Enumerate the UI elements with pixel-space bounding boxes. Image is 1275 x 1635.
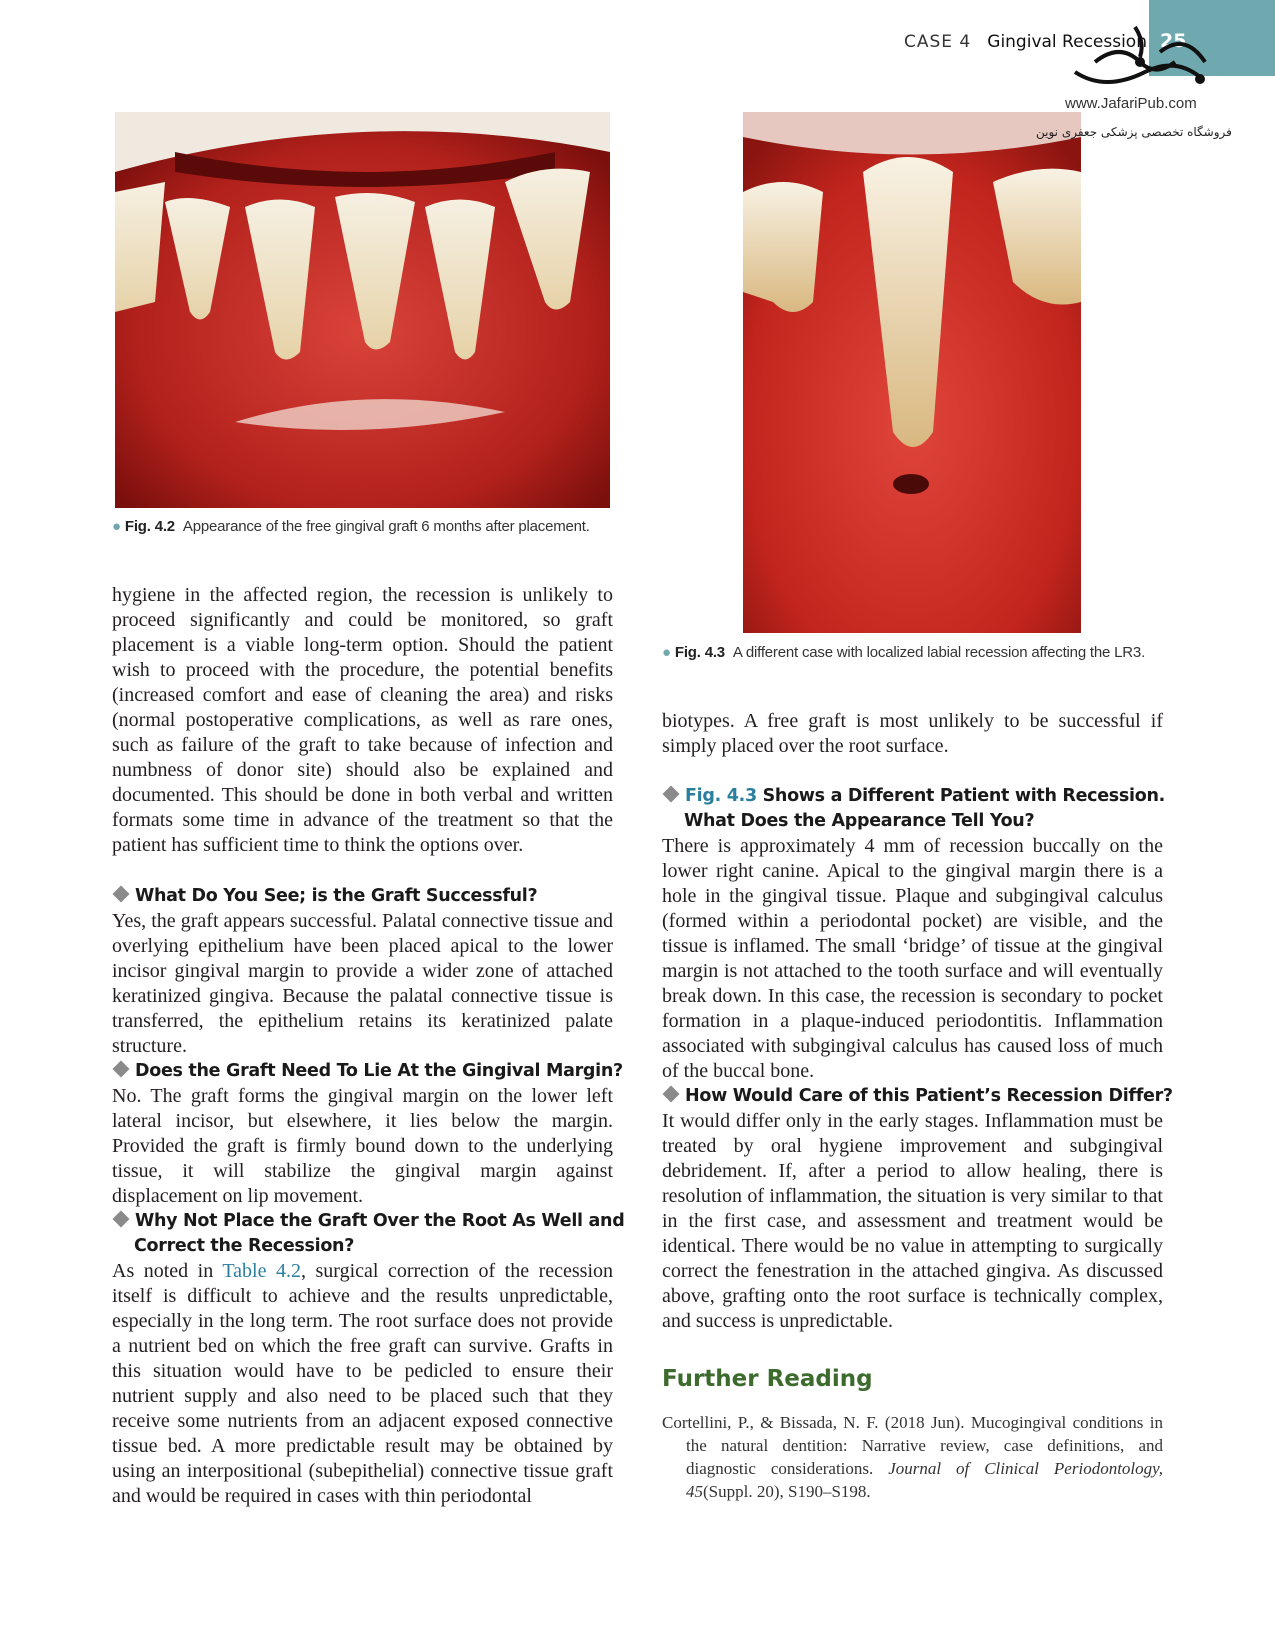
section-heading	[662, 784, 1185, 834]
diamond-bullet-icon	[663, 786, 680, 803]
paragraph: Yes, the graft appears successful. Palatal connective tissue and overlying epithelium have been placed apical to the lower incisor gingival margin to provide a wider zone of attached keratinized gingiva. Because the palatal connective tissue is transferred, the epithelium retains its keratinized palate structure.	[112, 910, 613, 1057]
figure-link[interactable]: Fig. 4.3	[685, 786, 757, 806]
section-heading	[112, 1059, 635, 1084]
heading-text: Does the Graft Need To Lie At the Gingival Margin?	[135, 1061, 623, 1081]
diamond-bullet-icon	[113, 1061, 130, 1078]
text: As noted in	[112, 1260, 223, 1282]
paragraph: There is approximately 4 mm of recession buccally on the lower right canine. Apical to the gingival margin there is a hole in the gingival tissue. Plaque and subgingival calculus (formed within a periodontal pocket) are visible, and the tissue is inflamed. The small ‘bridge’ of tissue at the gingival margin is not attached to the tooth surface and will eventually break down. In this case, the recession is secondary to pocket formation in a plaque-induced periodontitis. Inflammation associated with subgingival calculus has caused loss of much of the buccal bone.	[662, 835, 1163, 1082]
heading-text: Shows a Different Patient with Recession. What Does the Appearance Tell You?	[684, 786, 1165, 831]
reference-text: Cortellini, P., & Bissada, N. F. (2018 Jun). Mucogingival conditions in the natural dentition: Narrative review, case definitions, and diagnostic considerations.	[662, 1413, 1163, 1478]
figure-4-2-caption	[112, 518, 590, 535]
diamond-bullet-icon	[113, 886, 130, 903]
section-heading	[112, 884, 635, 909]
reference-pages: (Suppl. 20), S190–S198.	[703, 1482, 871, 1501]
journal-name: Journal of Clinical Periodontology, 45	[686, 1459, 1163, 1501]
table-link[interactable]: Table 4.2	[222, 1260, 301, 1282]
case-label: CASE 4	[904, 32, 972, 52]
paragraph: hygiene in the affected region, the recession is unlikely to proceed significantly and could be monitored, so graft placement is a viable long-term option. Should the patient wish to proceed with the procedure, the potential benefits (increased comfort and ease of cleaning the area) and risks (normal postoperative complications, as well as rare ones, such as failure of the graft to take because of infection and numbness of donor site) should also be explained and documented. This should be done in both verbal and written formats some time in advance of the treatment so that the patient has sufficient time to think the options over.	[112, 584, 613, 856]
heading-text: What Do You See; is the Graft Successful?	[135, 886, 538, 906]
section-heading	[662, 1084, 1185, 1109]
figure-4-3-photo	[743, 112, 1081, 633]
bullet-icon: ●	[112, 518, 121, 535]
caption-text: A different case with localized labial recession affecting the LR3.	[732, 644, 1146, 661]
heading-text: Why Not Place the Graft Over the Root As Well and Correct the Recession?	[134, 1211, 625, 1256]
paragraph: No. The graft forms the gingival margin on the lower left lateral incisor, but elsewhere, it lies below the margin. Provided the graft is firmly bound down to the underlying tissue, it will stabilize the gingival margin against displacement on lip movement.	[112, 1085, 613, 1207]
further-reading-heading: Further Reading	[662, 1366, 873, 1392]
watermark-url: www.JafariPub.com	[1065, 95, 1197, 112]
chapter-title: Gingival Recession	[987, 32, 1147, 52]
figure-4-3-caption	[662, 644, 1145, 661]
reference-entry	[662, 1411, 1163, 1503]
watermark-persian: فروشگاه تخصصی پزشکی جعفری نوین	[1036, 125, 1232, 139]
bullet-icon: ●	[662, 644, 671, 661]
page-number: 25	[1160, 30, 1187, 52]
figure-label: Fig. 4.3	[674, 644, 725, 661]
paragraph	[112, 1259, 613, 1509]
diamond-bullet-icon	[113, 1211, 130, 1228]
figure-4-2-photo	[115, 112, 610, 508]
text: , surgical correction of the recession itself is difficult to achieve and the results unpredictable, especially in the long term. The root surface does not provide a nutrient bed on which the free graft can survive. Grafts in this situation would have to be pedicled to ensure their nutrient supply and also need to be placed such that they receive some nutrients from an adjacent exposed connective tissue bed. A more predictable result may be obtained by using an interpositional (subepithelial) connective tissue graft and would be required in cases with thin periodontal	[112, 1260, 614, 1507]
diamond-bullet-icon	[663, 1086, 680, 1103]
paragraph: biotypes. A free graft is most unlikely to be successful if simply placed over the root surface.	[662, 710, 1163, 757]
heading-text: How Would Care of this Patient’s Recession Differ?	[685, 1086, 1173, 1106]
watermark-logo-icon	[1065, 22, 1215, 97]
caption-text: Appearance of the free gingival graft 6 months after placement.	[182, 518, 590, 535]
paragraph: It would differ only in the early stages. Inflammation must be treated by oral hygiene improvement and subgingival debridement. If, after a period to allow healing, there is resolution of inflammation, the situation is very similar to that in the first case, and assessment and treatment would be identical. There would be no value in attempting to surgically correct the fenestration in the attached gingiva. As discussed above, grafting onto the root surface is technically complex, and success is unpredictable.	[662, 1110, 1163, 1332]
section-heading	[112, 1209, 635, 1259]
figure-label: Fig. 4.2	[124, 518, 175, 535]
